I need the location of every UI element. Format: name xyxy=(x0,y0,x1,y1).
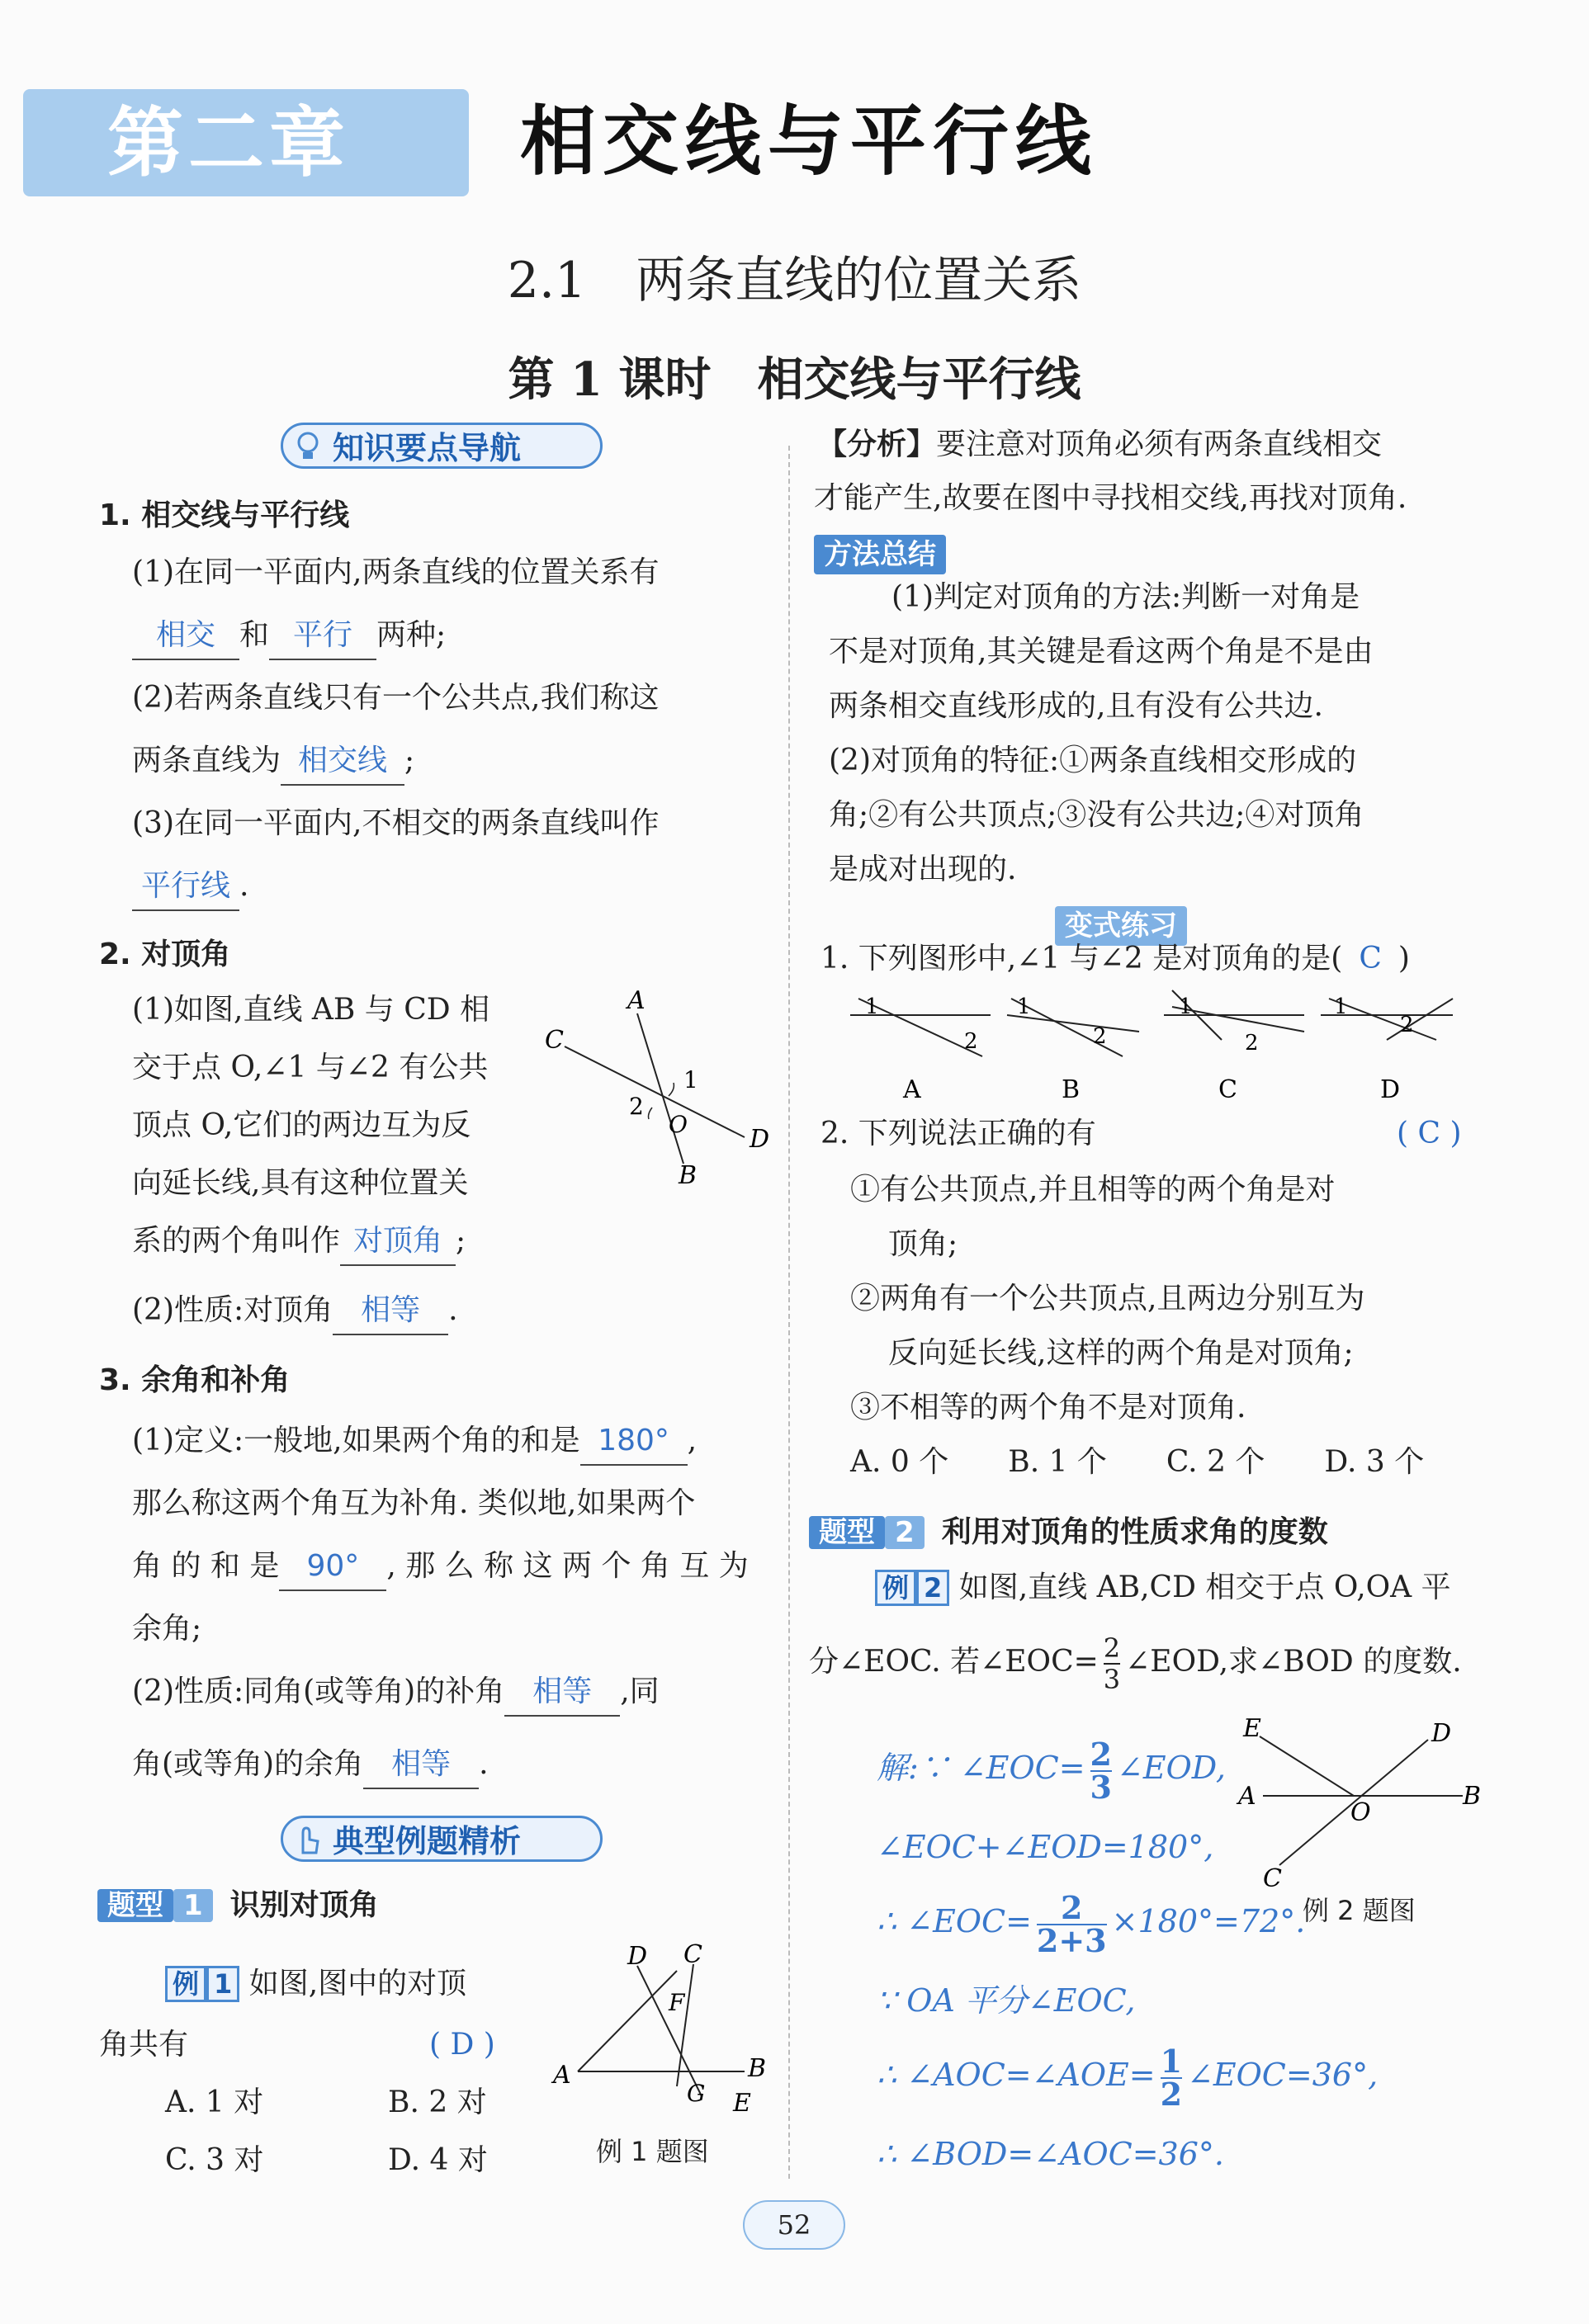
blank-pingxingxian: 平行线 xyxy=(132,863,239,911)
typical-title: 典型例题精析 xyxy=(333,1823,522,1859)
s2-l2: 交于点 O,∠1 与∠2 有公共 xyxy=(132,1051,489,1084)
figure-example-2 xyxy=(1230,1714,1482,1898)
svg-text:1: 1 xyxy=(683,1066,698,1094)
svg-text:O: O xyxy=(669,1111,688,1138)
two-kinds-text: 两种; xyxy=(376,618,447,652)
chapter-title: 相交线与平行线 xyxy=(520,97,1099,186)
svg-text:2: 2 xyxy=(1400,1013,1414,1037)
s2-l6: (2)性质:对顶角 xyxy=(132,1293,333,1327)
s1-b2-row xyxy=(132,730,414,792)
type2-num: 2 xyxy=(885,1516,925,1549)
method-l2: 不是对顶角,其关键是看这两个角是不是由 xyxy=(829,635,1374,668)
q2-item1a: ①有公共顶点,并且相等的两个角是对 xyxy=(850,1173,1336,1207)
method-tag: 方法总结 xyxy=(814,535,946,574)
q1-figures xyxy=(842,990,1469,1114)
type1-tag: 题型 xyxy=(97,1889,173,1922)
svg-text:A: A xyxy=(1238,1782,1256,1811)
ex1-option-b: B. 2 对 xyxy=(388,2085,487,2119)
svg-text:G: G xyxy=(687,2080,706,2107)
svg-text:C: C xyxy=(1263,1864,1282,1893)
s1-b2: 两条直线为 xyxy=(132,744,281,777)
chapter-label: 第二章 xyxy=(107,99,351,187)
svg-text:C: C xyxy=(683,1940,702,1969)
svg-text:O: O xyxy=(1350,1798,1371,1827)
sol-s5: ∴ ∠AOC=∠AOE= xyxy=(877,2057,1156,2093)
sol-line2: ∠EOC+∠EOD=180°, xyxy=(877,1829,1214,1865)
ex2-tag: 例 xyxy=(875,1570,916,1606)
analysis-l2: 才能产生,故要在图中寻找相交线,再找对顶角. xyxy=(814,481,1407,515)
sol-line1 xyxy=(877,1730,1226,1806)
section-title: 2.1 两条直线的位置关系 xyxy=(507,252,1082,309)
svg-text:E: E xyxy=(1243,1714,1261,1743)
q1-figure-c xyxy=(1164,990,1304,1104)
svg-text:B: B xyxy=(1463,1782,1482,1811)
blank-180: 180° xyxy=(580,1418,688,1466)
s3-l5a: (2)性质:同角(或等角)的补角 xyxy=(132,1675,505,1708)
period: . xyxy=(448,1293,458,1327)
s1-heading: 1. 相交线与平行线 xyxy=(99,498,350,532)
s1-b1: (2)若两条直线只有一个公共点,我们称这 xyxy=(132,681,660,715)
type2-row xyxy=(809,1510,1328,1555)
ex2-l2b: ∠EOD,求∠BOD 的度数. xyxy=(1125,1645,1462,1679)
label-b: B xyxy=(1062,1075,1081,1104)
ex1-option-c: C. 3 对 xyxy=(165,2143,264,2177)
sol-frac3: $\frac{1}{2}$ xyxy=(1160,2042,1183,2113)
sol-line5 xyxy=(877,2037,1378,2113)
s2-l1: (1)如图,直线 AB 与 CD 相 xyxy=(132,993,490,1027)
sol-frac2: $\frac{2}{2+3}$ xyxy=(1036,1888,1107,1959)
and-text: 和 xyxy=(239,618,270,652)
s3-l5b: ,同 xyxy=(620,1675,660,1708)
knowledge-pill xyxy=(281,423,603,469)
blank-xiangjiaoxian: 相交线 xyxy=(281,738,404,786)
type2-tag: 题型 xyxy=(809,1516,885,1549)
sol-s3b: ×180°=72°. xyxy=(1111,1903,1306,1939)
q2-options: A. 0 个 B. 1 个 C. 2 个 D. 3 个 xyxy=(850,1445,1425,1479)
typical-pill xyxy=(281,1816,603,1862)
svg-text:C: C xyxy=(545,1026,564,1055)
method-l5: 角;②有公共顶点;③没有公共边;④对顶角 xyxy=(829,798,1364,832)
page-number: 52 xyxy=(743,2200,845,2250)
fig2-caption: 例 2 题图 xyxy=(1303,1895,1416,1926)
ex1-answer: ( D ) xyxy=(429,2028,495,2062)
method-l1: (1)判定对顶角的方法:判断一对角是 xyxy=(891,580,1360,614)
svg-text:E: E xyxy=(733,2089,751,2118)
q1-figure-a xyxy=(850,994,991,1104)
blank-duidingjiao: 对顶角 xyxy=(340,1218,456,1266)
s3-l2: 那么称这两个角互为补角. 类似地,如果两个 xyxy=(132,1486,696,1520)
q1-row xyxy=(821,928,1410,990)
s1-a: (1)在同一平面内,两条直线的位置关系有 xyxy=(132,555,660,589)
svg-text:2: 2 xyxy=(629,1093,644,1120)
practice-tag: 变式练习 xyxy=(1055,906,1187,946)
svg-text:1: 1 xyxy=(1334,994,1348,1019)
label-d: D xyxy=(1380,1075,1401,1104)
ex1-option-d: D. 4 对 xyxy=(388,2143,488,2177)
svg-text:D: D xyxy=(750,1125,770,1154)
blank-xiangdeng-1: 相等 xyxy=(333,1287,448,1335)
label-c: C xyxy=(1218,1075,1237,1104)
knowledge-title: 知识要点导航 xyxy=(333,430,522,466)
sol-frac1: $\frac{2}{3}$ xyxy=(1090,1735,1112,1806)
s3-l4: 余角; xyxy=(132,1612,202,1646)
s3-l6a: 角(或等角)的余角 xyxy=(132,1747,364,1781)
type1-row xyxy=(97,1883,379,1928)
type2-title: 利用对顶角的性质求角的度数 xyxy=(941,1515,1328,1549)
s1-c2-row xyxy=(132,855,248,918)
q1-figure-b xyxy=(1007,994,1139,1104)
sol-s5b: ∠EOC=36°, xyxy=(1187,2057,1379,2093)
figure-example-1 xyxy=(545,1939,776,2129)
svg-text:B: B xyxy=(679,1161,698,1190)
method-l3: 两条相交直线形成的,且有没有公共边. xyxy=(829,689,1323,723)
s3-heading: 3. 余角和补角 xyxy=(99,1363,291,1397)
ex1-l1-row xyxy=(165,1953,466,2015)
ex2-num: 2 xyxy=(916,1570,949,1606)
figure-vertical-angles xyxy=(545,986,776,1190)
type1-title: 识别对顶角 xyxy=(229,1888,379,1922)
column-divider xyxy=(788,446,790,2179)
sol-line4: ∵ OA 平分∠EOC, xyxy=(877,1982,1136,2019)
s3-l6-row xyxy=(132,1733,489,1796)
svg-text:B: B xyxy=(748,2054,767,2083)
s2-l3: 顶点 O,它们的两边互为反 xyxy=(132,1108,471,1142)
q2-item3: ③不相等的两个角不是对顶角. xyxy=(850,1391,1246,1424)
sol-s3: ∴ ∠EOC= xyxy=(877,1903,1032,1939)
s3-l3-row xyxy=(132,1535,749,1598)
q2-text: 2. 下列说法正确的有 xyxy=(821,1117,1096,1150)
ex2-l2a: 分∠EOC. 若∠EOC= xyxy=(809,1645,1099,1679)
ex2-l1-row xyxy=(875,1556,1451,1619)
svg-text:F: F xyxy=(669,1989,685,2016)
s2-heading: 2. 对顶角 xyxy=(99,938,231,971)
q1-close: ) xyxy=(1397,942,1410,975)
s3-l1-row xyxy=(132,1410,697,1472)
q2-answer: ( C ) xyxy=(1397,1117,1462,1150)
q2-item2a: ②两角有一个公共顶点,且两边分别互为 xyxy=(850,1282,1365,1316)
q1-text: 1. 下列图形中,∠1 与∠2 是对顶角的是( xyxy=(821,942,1343,975)
ex1-l1: 如图,图中的对顶 xyxy=(248,1967,467,2000)
analysis-l1: 要注意对顶角必须有两条直线相交 xyxy=(936,427,1383,461)
sol-s1b: ∠EOD, xyxy=(1116,1750,1226,1786)
s2-l5: 系的两个角叫作 xyxy=(132,1224,341,1258)
semicolon: ; xyxy=(456,1224,466,1258)
svg-text:1: 1 xyxy=(1017,994,1031,1019)
blank-xiangdeng-3: 相等 xyxy=(363,1741,479,1789)
ex2-l1: 如图,直线 AB,CD 相交于点 O,OA 平 xyxy=(958,1571,1451,1604)
method-l4: (2)对顶角的特征:①两条直线相交形成的 xyxy=(829,744,1357,777)
semicolon: ; xyxy=(404,744,415,777)
svg-text:1: 1 xyxy=(1179,994,1193,1019)
period: . xyxy=(479,1747,489,1781)
ex2-l2-row xyxy=(809,1631,1462,1694)
s1-c1: (3)在同一平面内,不相交的两条直线叫作 xyxy=(132,806,660,840)
svg-text:A: A xyxy=(627,986,646,1015)
method-l6: 是成对出现的. xyxy=(829,853,1017,886)
s1-fill-row xyxy=(132,604,446,667)
lightbulb-icon xyxy=(293,430,323,463)
ex1-option-a: A. 1 对 xyxy=(165,2085,264,2119)
label-a: A xyxy=(903,1075,921,1104)
ex1-num: 1 xyxy=(206,1966,239,2002)
sol-s1: 解:∵ ∠EOC= xyxy=(877,1750,1085,1786)
lesson-title: 第 1 课时 相交线与平行线 xyxy=(508,352,1081,407)
svg-text:A: A xyxy=(553,2061,571,2090)
blank-90: 90° xyxy=(279,1543,386,1591)
ex1-l2: 角共有 xyxy=(99,2028,189,2062)
sol-line6: ∴ ∠BOD=∠AOC=36°. xyxy=(877,2136,1224,2172)
svg-text:2: 2 xyxy=(1245,1031,1259,1056)
blank-pingxing: 平行 xyxy=(269,612,376,660)
ex2-fraction: $\frac{2}{3}$ xyxy=(1103,1632,1121,1695)
q1-answer: C xyxy=(1359,942,1382,975)
svg-text:D: D xyxy=(627,1942,648,1971)
s3-l5-row xyxy=(132,1660,660,1723)
svg-text:D: D xyxy=(1431,1719,1452,1748)
blank-xiangjiao: 相交 xyxy=(132,612,239,660)
pointer-hand-icon xyxy=(293,1823,323,1856)
s3-l1: (1)定义:一般地,如果两个角的和是 xyxy=(132,1424,580,1457)
comma: , xyxy=(687,1424,698,1457)
fig1-caption: 例 1 题图 xyxy=(596,2136,709,2167)
ex1-tag: 例 xyxy=(165,1966,206,2002)
s2-l5-row xyxy=(132,1210,466,1273)
type1-num: 1 xyxy=(173,1889,213,1922)
blank-xiangdeng-2: 相等 xyxy=(504,1669,620,1717)
period: . xyxy=(239,869,249,903)
svg-text:2: 2 xyxy=(964,1029,978,1054)
s2-l6-row xyxy=(132,1279,458,1342)
s2-l4: 向延长线,具有这种位置关 xyxy=(132,1166,469,1200)
q2-item1b: 顶角; xyxy=(888,1227,958,1261)
q2-item2b: 反向延长线,这样的两个角是对顶角; xyxy=(888,1336,1354,1370)
svg-text:2: 2 xyxy=(1093,1024,1107,1049)
s3-l3b: , 那 么 称 这 两 个 角 互 为 xyxy=(386,1549,749,1583)
q1-figure-d xyxy=(1321,994,1453,1104)
svg-text:1: 1 xyxy=(865,994,879,1019)
s3-l3a: 角 的 和 是 xyxy=(132,1549,280,1583)
analysis-tag: 【分析】 xyxy=(817,427,937,461)
